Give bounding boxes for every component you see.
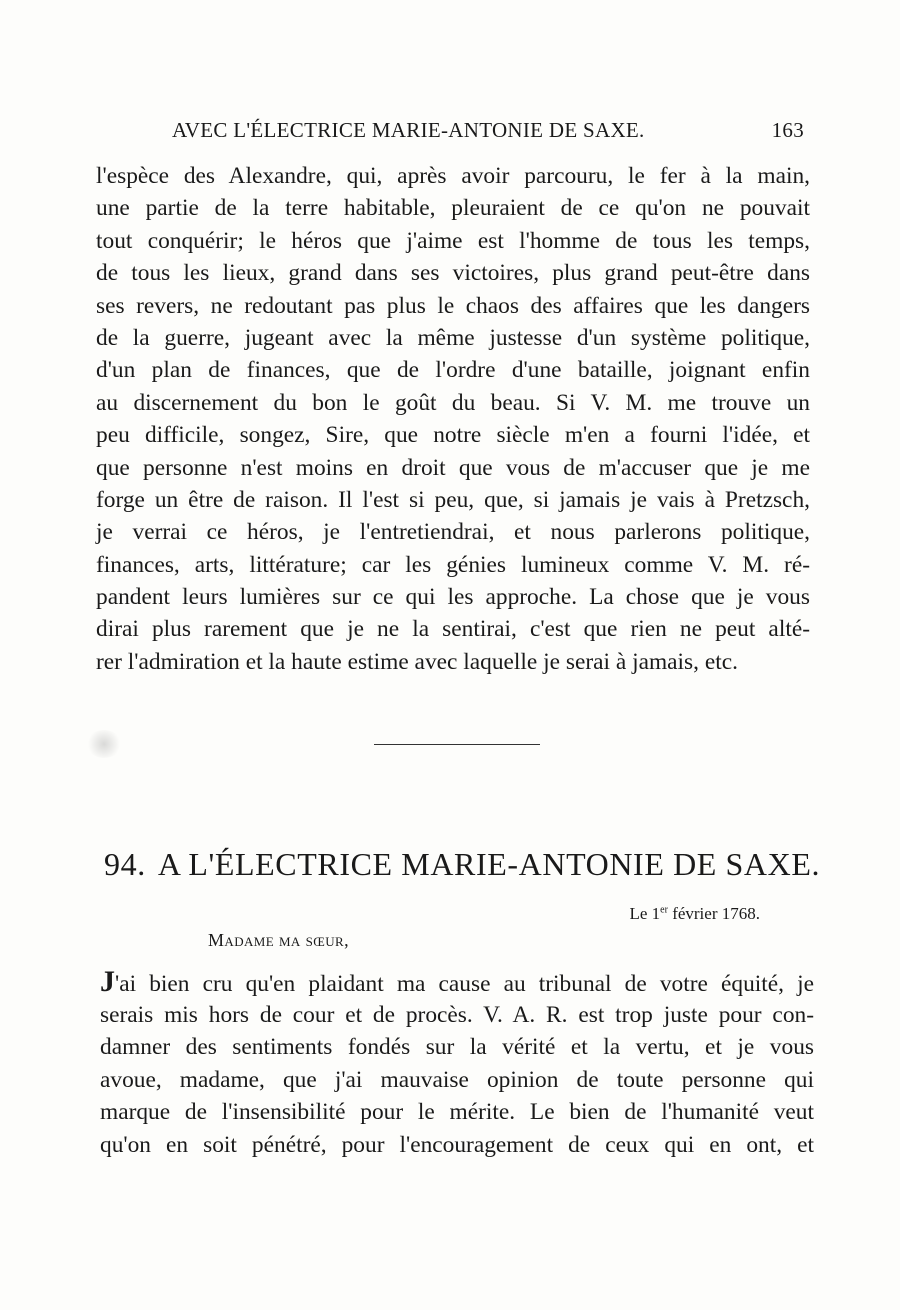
letter-date: [629, 904, 760, 924]
text-line: de tous les lieux, grand dans ses victoires, plus grand peut-être dans: [96, 260, 810, 287]
text-line: avoue, madame, que j'ai mauvaise opinion de toute personne qui: [100, 1066, 814, 1093]
text-line: que personne n'est moins en droit que vous de m'accuser que je me: [96, 454, 810, 481]
text-line: d'un plan de finances, que de l'ordre d'une bataille, joignant enfin: [96, 357, 810, 384]
running-head-title: AVEC L'ÉLECTRICE MARIE-ANTONIE DE SAXE.: [172, 118, 645, 142]
text-line-content: 'ai bien cru qu'en plaidant ma cause au tribunal de votre équité, je: [115, 971, 814, 997]
text-line: forge un être de raison. Il l'est si peu, que, si jamais je vais à Pretzsch,: [96, 486, 810, 513]
text-line: au discernement du bon le goût du beau. Si V. M. me trouve un: [96, 389, 810, 416]
text-line: ses revers, ne redoutant pas plus le chaos des affaires que les dangers: [96, 292, 810, 319]
date-prefix: Le 1: [629, 904, 661, 923]
text-line: serais mis hors de cour et de procès. V. A. R. est trop juste pour con-: [100, 1001, 814, 1028]
text-line: pandent leurs lumières sur ce qui les approche. La chose que je vous: [96, 584, 810, 611]
text-line: dirai plus rarement que je ne la sentirai, c'est que rien ne peut alté-: [96, 616, 810, 643]
text-line: de la guerre, jugeant avec la même justesse d'un système politique,: [96, 324, 810, 351]
letter-title: A L'ÉLECTRICE MARIE-ANTONIE DE SAXE.: [157, 846, 821, 882]
page-number: 163: [771, 118, 804, 142]
running-head: [172, 118, 804, 144]
ink-smudge: [86, 730, 122, 758]
text-line: l'espèce des Alexandre, qui, après avoir parcouru, le fer à la main,: [96, 163, 810, 189]
initial-letter: J: [100, 965, 115, 998]
date-rest: février 1768.: [667, 904, 760, 923]
continued-letter-text: [96, 160, 810, 678]
text-line: peu difficile, songez, Sire, que notre siècle m'en a fourni l'idée, et: [96, 422, 810, 449]
text-line: rer l'admiration et la haute estime avec laquelle je serai à jamais, etc.: [96, 648, 738, 675]
letter-number: 94.: [104, 846, 146, 882]
text-line: marque de l'insensibilité pour le mérite. Le bien de l'humanité veut: [100, 1099, 814, 1126]
section-divider-rule: [374, 744, 540, 745]
text-line: une partie de la terre habitable, pleuraient de ce qu'on ne pouvait: [96, 195, 810, 222]
letter-heading: [104, 846, 821, 883]
text-line: damner des sentiments fondés sur la vérité et la vertu, et je vous: [100, 1034, 814, 1061]
salutation: Madame ma sœur,: [208, 930, 349, 950]
text-line: je verrai ce héros, je l'entretiendrai, et nous parlerons politique,: [96, 519, 810, 546]
text-line: [100, 966, 814, 999]
text-line: qu'on en soit pénétré, pour l'encouragement de ceux qui en ont, et: [100, 1131, 814, 1158]
text-line: tout conquérir; le héros que j'aime est l'homme de tous les temps,: [96, 227, 810, 254]
text-line: finances, arts, littérature; car les génies lumineux comme V. M. ré-: [96, 551, 810, 578]
letter-body-text: [100, 966, 814, 1162]
date-superscript: er: [660, 904, 668, 916]
